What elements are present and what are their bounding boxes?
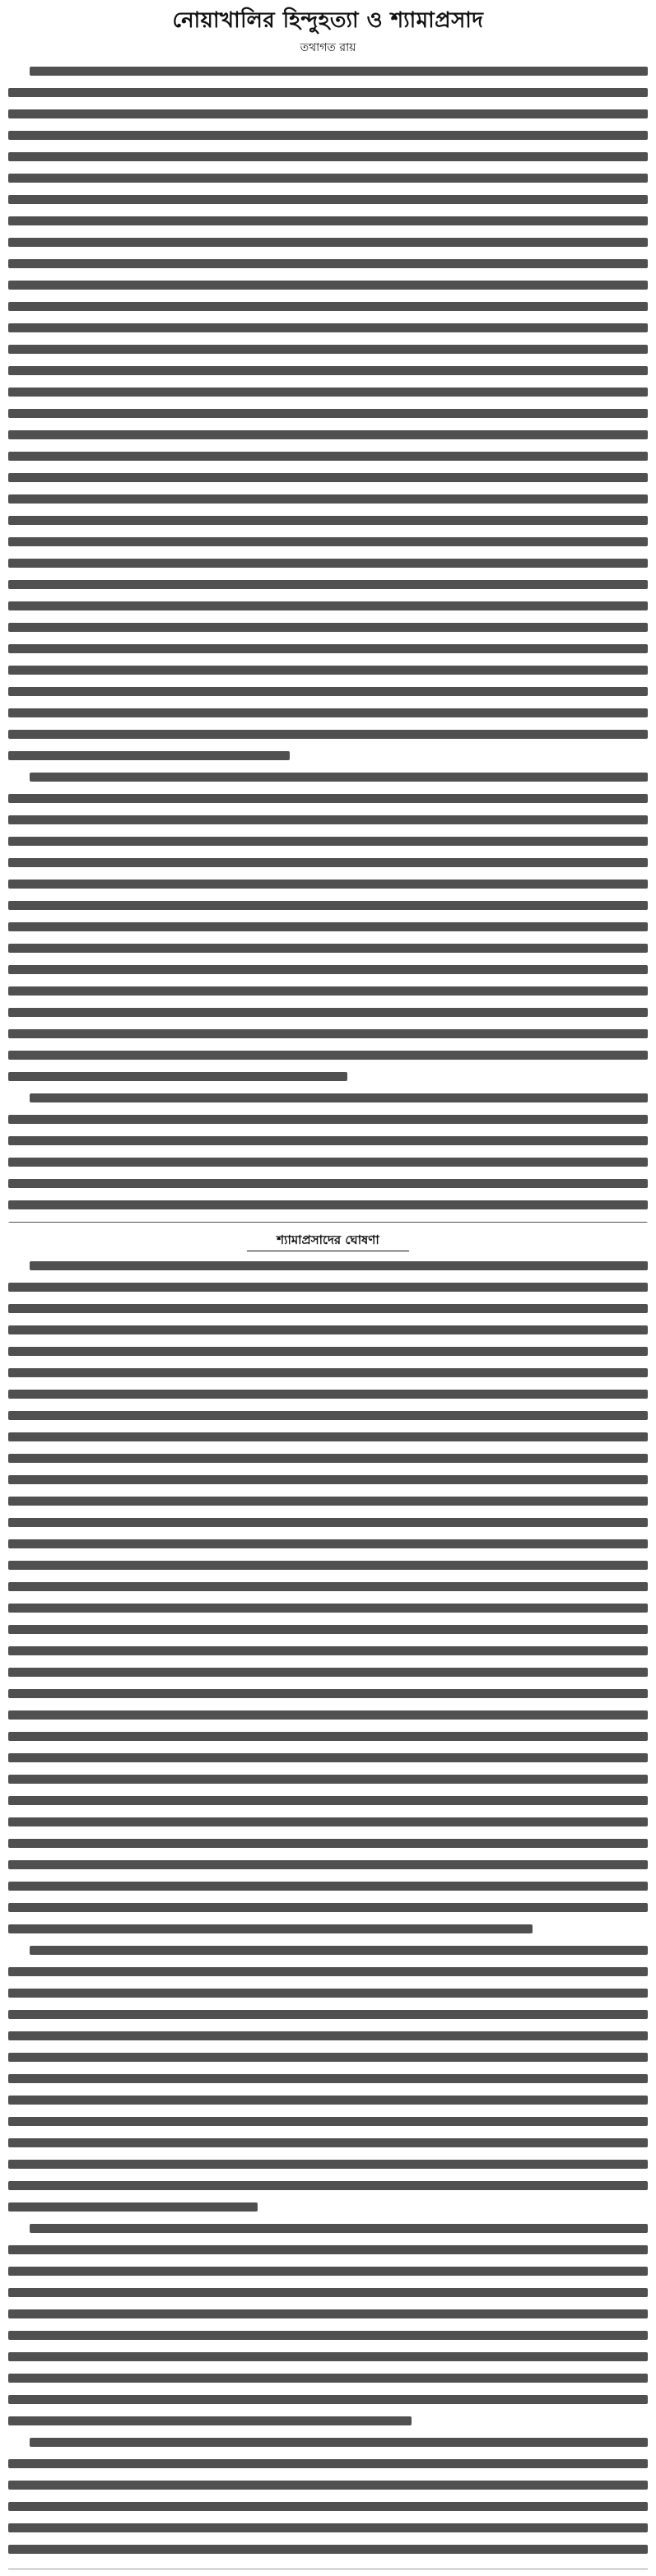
text-line [8, 2138, 648, 2156]
text-line [8, 1668, 648, 1685]
text-line-fill [30, 1946, 648, 1955]
text-line [8, 2502, 648, 2519]
paragraph-11 [8, 2224, 648, 2434]
text-line-fill [8, 388, 648, 397]
text-line [8, 2481, 648, 2498]
text-line-fill [8, 1539, 648, 1548]
text-line-fill [8, 1817, 648, 1826]
text-line-fill [8, 1179, 648, 1188]
text-line-fill [8, 644, 648, 653]
text-line-fill [8, 1029, 648, 1038]
text-line-fill [8, 837, 648, 846]
text-line [8, 751, 648, 768]
text-line [8, 2374, 648, 2391]
text-line [8, 1860, 648, 1877]
text-line-fill [8, 1561, 648, 1570]
text-line-fill [8, 2096, 648, 2105]
text-line-fill [8, 858, 648, 867]
text-line [8, 67, 648, 84]
text-line [8, 687, 648, 704]
text-line-fill [8, 2288, 648, 2297]
text-line [8, 1989, 648, 2006]
text-line [8, 1347, 648, 1364]
text-line [8, 2352, 648, 2369]
text-line [8, 2181, 648, 2198]
text-line-fill [8, 1283, 648, 1292]
text-line [8, 1518, 648, 1535]
text-line-fill [8, 1753, 648, 1762]
text-line-fill [8, 601, 648, 610]
article-title: নোয়াখালির হিন্দুহত্যা ও শ্যামাপ্রসাদ [172, 8, 484, 33]
text-line-fill [8, 1072, 347, 1081]
text-line [8, 238, 648, 255]
text-line-fill [8, 965, 648, 974]
text-line [8, 1689, 648, 1706]
text-line-fill [8, 2267, 648, 2276]
text-line [8, 1646, 648, 1664]
text-line-fill [8, 1051, 648, 1060]
text-line [8, 195, 648, 212]
text-line [8, 1158, 648, 1175]
text-line [8, 666, 648, 683]
text-line [8, 473, 648, 490]
text-line [8, 2459, 648, 2476]
text-line [8, 1753, 648, 1771]
text-line [8, 259, 648, 276]
text-line [8, 815, 648, 833]
text-line-fill [8, 259, 648, 268]
text-line-fill [8, 2181, 648, 2190]
text-line-fill [8, 281, 648, 290]
text-line-fill [8, 452, 648, 461]
text-line-fill [8, 708, 648, 717]
text-line [8, 858, 648, 875]
text-line-fill [8, 2031, 648, 2040]
text-line [8, 1454, 648, 1471]
text-line [8, 2438, 648, 2455]
text-line [8, 1136, 648, 1153]
text-line-fill [8, 2545, 648, 2554]
text-line-fill [8, 537, 648, 546]
text-line [8, 131, 648, 148]
text-line [8, 109, 648, 127]
text-line-fill [8, 1860, 648, 1869]
text-line-fill [8, 109, 648, 118]
text-line [8, 2117, 648, 2134]
text-line-fill [8, 2053, 648, 2062]
text-line-fill [8, 2138, 648, 2147]
text-line-fill [8, 2374, 648, 2383]
text-line [8, 1432, 648, 1450]
text-line [8, 1625, 648, 1642]
text-line-fill [8, 2459, 648, 2468]
text-line [8, 922, 648, 940]
text-line [8, 1604, 648, 1621]
text-line [8, 2202, 648, 2220]
text-line-fill [8, 580, 648, 589]
text-line [8, 1967, 648, 1984]
text-line-fill [30, 773, 648, 782]
text-line-fill [8, 1903, 648, 1912]
text-line-fill [8, 1200, 648, 1209]
text-line-fill [30, 2224, 648, 2233]
text-line [8, 901, 648, 918]
text-line-fill [8, 1454, 648, 1463]
text-line [8, 152, 648, 169]
text-line-fill [8, 2245, 648, 2254]
text-line [8, 2031, 648, 2049]
text-line-fill [8, 1497, 648, 1506]
text-line [8, 1283, 648, 1300]
text-line-fill [8, 1347, 648, 1356]
text-line-fill [8, 730, 648, 739]
text-line-fill [8, 473, 648, 482]
text-line-fill [8, 409, 648, 418]
text-line-fill [8, 1689, 648, 1698]
text-line-fill [8, 2502, 648, 2511]
text-line-fill [8, 216, 648, 225]
text-line-fill [8, 345, 648, 354]
text-line [8, 1179, 648, 1196]
text-line [8, 1903, 648, 1920]
text-line-fill [8, 131, 648, 140]
text-line-fill [8, 623, 648, 632]
text-line [8, 2224, 648, 2241]
text-line-fill [8, 238, 648, 247]
text-line [8, 1390, 648, 1407]
text-line-fill [8, 1882, 648, 1891]
text-line [8, 537, 648, 555]
text-line-fill [8, 880, 648, 889]
text-line [8, 2096, 648, 2113]
text-line [8, 1093, 648, 1111]
text-line [8, 1924, 648, 1942]
text-line-fill [8, 1008, 648, 1017]
text-line-fill [8, 1604, 648, 1613]
text-line [8, 366, 648, 383]
text-line-fill [8, 1390, 648, 1399]
section-heading: শ্যামাপ্রসাদের ঘোষণা [277, 1232, 379, 1247]
text-line-fill [8, 1967, 648, 1976]
text-line [8, 2074, 648, 2091]
text-line-fill [8, 2416, 412, 2425]
text-line [8, 388, 648, 405]
text-line-fill [8, 1432, 648, 1441]
text-line-fill [8, 1732, 648, 1741]
text-line-fill [8, 751, 290, 760]
text-line [8, 1839, 648, 1856]
text-line-fill [8, 986, 648, 996]
text-line [8, 601, 648, 619]
text-line [8, 794, 648, 811]
text-line-fill [8, 152, 648, 161]
text-line-fill [8, 1710, 648, 1720]
text-line-fill [8, 2352, 648, 2361]
text-line [8, 1732, 648, 1749]
paragraph-1 [8, 67, 648, 768]
text-line-fill [8, 1304, 648, 1313]
text-line-fill [30, 1093, 648, 1102]
text-line [8, 345, 648, 362]
article-body-part-1 [8, 63, 648, 1223]
text-line [8, 2053, 648, 2070]
text-line [8, 494, 648, 512]
text-line [8, 2331, 648, 2348]
text-line [8, 2309, 648, 2327]
text-line-fill [8, 323, 648, 332]
text-line [8, 965, 648, 982]
text-line-fill [8, 1582, 648, 1591]
text-line [8, 2288, 648, 2305]
text-line-fill [8, 1625, 648, 1634]
paragraph-12 [8, 2438, 648, 2565]
text-line [8, 2545, 648, 2562]
text-line [8, 2267, 648, 2284]
text-line-fill [8, 494, 648, 504]
text-line [8, 944, 648, 961]
text-line [8, 302, 648, 319]
text-line [8, 2416, 648, 2434]
text-line [8, 1304, 648, 1321]
paragraph-9 [8, 1261, 648, 1942]
text-line [8, 1200, 648, 1218]
text-line [8, 323, 648, 341]
text-line-fill [8, 302, 648, 311]
text-line [8, 1497, 648, 1514]
text-line-fill [8, 2395, 648, 2404]
text-line-fill [8, 88, 648, 97]
paragraph-2 [8, 773, 648, 1089]
text-line [8, 1946, 648, 1963]
text-line [8, 1817, 648, 1835]
article-body-part-2 [8, 1257, 648, 2565]
text-line-fill [8, 687, 648, 696]
text-line-fill [30, 67, 648, 76]
text-line-fill [8, 1325, 648, 1334]
text-line-fill [8, 1518, 648, 1527]
text-line-fill [8, 1368, 648, 1377]
text-line [8, 430, 648, 448]
text-line-fill [8, 1924, 533, 1933]
text-line-fill [8, 1222, 648, 1223]
text-line-fill [8, 1796, 648, 1805]
text-line-fill [30, 1261, 648, 1270]
text-line [8, 2395, 648, 2412]
text-line [8, 773, 648, 790]
text-line [8, 1561, 648, 1578]
text-line-fill [8, 1411, 648, 1420]
text-line [8, 644, 648, 661]
text-line-fill [8, 174, 648, 183]
text-line-fill [8, 666, 648, 675]
text-line-fill [8, 922, 648, 931]
text-line-fill [8, 901, 648, 910]
text-line [8, 1582, 648, 1599]
text-line [8, 837, 648, 854]
text-line-fill [8, 2481, 648, 2490]
text-line [8, 1325, 648, 1343]
text-line [8, 452, 648, 469]
text-line [8, 1775, 648, 1792]
text-line [8, 88, 648, 105]
text-line-fill [8, 1115, 648, 1124]
text-line [8, 2010, 648, 2027]
text-line [8, 880, 648, 897]
text-line-fill [8, 794, 648, 803]
text-line [8, 1539, 648, 1557]
text-line-fill [8, 1475, 648, 1484]
text-line [8, 1368, 648, 1385]
text-line-fill [8, 2202, 258, 2212]
text-line-fill [8, 2117, 648, 2126]
text-line-fill [8, 2010, 648, 2019]
text-line-fill [8, 1646, 648, 1655]
text-line [8, 174, 648, 191]
text-line-fill [8, 1839, 648, 1848]
text-line-fill [8, 2309, 648, 2318]
text-line-fill [8, 430, 648, 439]
text-line [8, 2160, 648, 2177]
text-line-fill [8, 516, 648, 525]
text-line [8, 730, 648, 747]
text-line-fill [8, 815, 648, 824]
text-line-fill [8, 1668, 648, 1677]
text-line-fill [8, 1158, 648, 1167]
text-line-fill [8, 1136, 648, 1145]
text-line [8, 1222, 648, 1223]
text-line [8, 559, 648, 576]
text-line [8, 1051, 648, 1068]
text-line [8, 516, 648, 533]
text-line-fill [8, 2074, 648, 2083]
text-line-fill [8, 1989, 648, 1998]
text-line-fill [8, 559, 648, 568]
text-line [8, 2245, 648, 2263]
text-line-fill [8, 2523, 648, 2532]
text-line [8, 1710, 648, 1728]
text-line [8, 409, 648, 426]
text-line-fill [8, 366, 648, 375]
text-line [8, 580, 648, 597]
text-line-fill [8, 944, 648, 953]
paragraph-3 [8, 1093, 648, 1223]
text-line [8, 1882, 648, 1899]
text-line [8, 2523, 648, 2541]
text-line-fill [8, 2160, 648, 2169]
text-line [8, 1029, 648, 1047]
text-line [8, 216, 648, 234]
text-line [8, 1796, 648, 1813]
text-line-fill [8, 2331, 648, 2340]
text-line-fill [8, 195, 648, 204]
text-line [8, 623, 648, 640]
text-line-fill [8, 1775, 648, 1784]
text-line [8, 1261, 648, 1279]
text-line [8, 1115, 648, 1132]
text-line [8, 1411, 648, 1428]
text-line [8, 708, 648, 726]
text-line-fill [30, 2438, 648, 2447]
text-line [8, 986, 648, 1004]
text-line [8, 1475, 648, 1492]
text-line [8, 281, 648, 298]
text-line [8, 1072, 648, 1089]
paragraph-10 [8, 1946, 648, 2220]
text-line [8, 1008, 648, 1025]
article-byline: তথাগত রায় [300, 41, 356, 54]
